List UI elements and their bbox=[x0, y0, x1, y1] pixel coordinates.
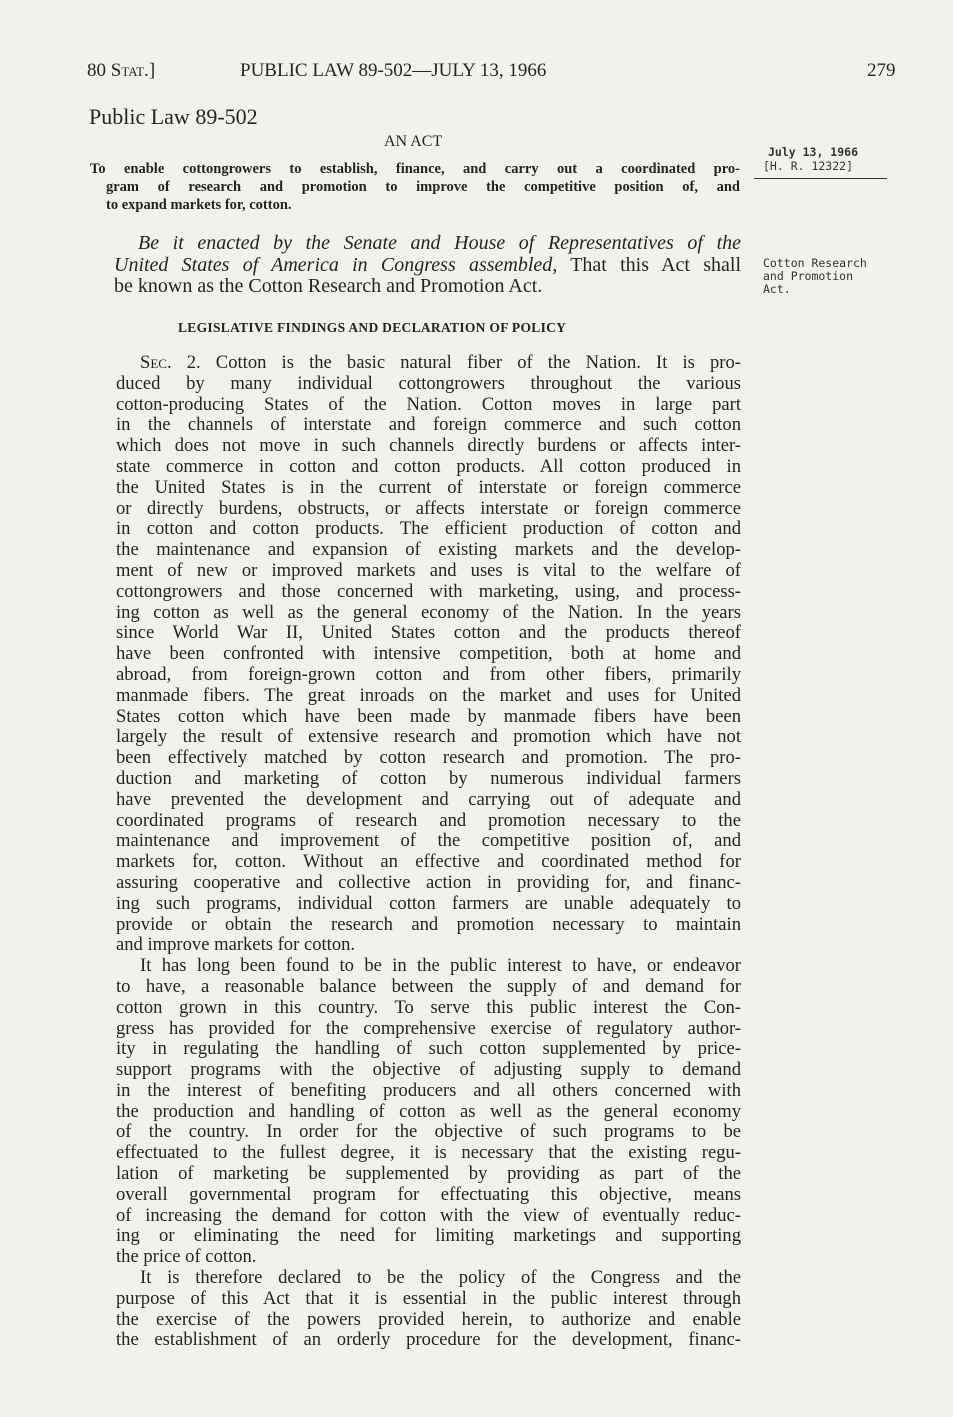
paragraph-line: duced by many individual cottongrowers throughout the various bbox=[116, 372, 741, 394]
page-number: 279 bbox=[867, 60, 896, 81]
margin-date: July 13, 1966 bbox=[768, 145, 859, 159]
paragraph-line: been effectively matched by cotton research and promotion. The pro- bbox=[116, 747, 741, 769]
paragraph-line: purpose of this Act that it is essential in the public interest through bbox=[116, 1287, 741, 1309]
section-body bbox=[116, 353, 741, 1351]
paragraph-line: lation of marketing be supplemented by providing as part of the bbox=[116, 1163, 741, 1185]
paragraph-line: provide or obtain the research and promotion necessary to maintain bbox=[116, 913, 741, 935]
paragraph-line: cottongrowers and those concerned with marketing, using, and process- bbox=[116, 580, 741, 602]
enact-text: , That this Act shall bbox=[552, 253, 742, 276]
enact-italic: Be it enacted by the Senate and House of Representatives of the bbox=[138, 232, 741, 254]
paragraph-line: and improve markets for cotton. bbox=[116, 934, 356, 956]
paragraph-line: ity in regulating the handling of such cotton supplemented by price- bbox=[116, 1038, 741, 1060]
enact-line bbox=[114, 233, 741, 255]
paragraph-line: support programs with the objective of adjusting supply to demand bbox=[116, 1059, 741, 1081]
paragraph-line: duction and marketing of cotton by numerous individual farmers bbox=[116, 767, 741, 789]
purpose-clause bbox=[90, 160, 740, 214]
enact-line bbox=[114, 255, 741, 277]
paragraph-line: maintenance and improvement of the competitive position of, and bbox=[116, 830, 741, 852]
paragraph-line: cotton-producing States of the Nation. Cotton moves in large part bbox=[116, 393, 741, 415]
paragraph-line: the establishment of an orderly procedure for the development, financ- bbox=[116, 1329, 741, 1351]
paragraph-line: which does not move in such channels directly burdens or affects inter- bbox=[116, 435, 741, 457]
enact-italic: United States of America in Congress assembled bbox=[114, 253, 553, 276]
paragraph-line: coordinated programs of research and promotion necessary to the bbox=[116, 809, 741, 831]
paragraph-line: to have, a reasonable balance between the supply of and demand for bbox=[116, 975, 741, 997]
paragraph-line: overall governmental program for effectuating this objective, means bbox=[116, 1183, 741, 1205]
paragraph-line: of increasing the demand for cotton with the view of eventually reduc- bbox=[116, 1204, 741, 1226]
margin-rule bbox=[754, 178, 887, 179]
law-title: Public Law 89-502 bbox=[89, 104, 258, 129]
paragraph-line: have prevented the development and carrying out of adequate and bbox=[116, 788, 741, 810]
paragraph-first-line: Sec. 2. Cotton is the basic natural fiber of the Nation. It is pro- bbox=[140, 352, 741, 373]
paragraph-line: abroad, from foreign-grown cotton and from other fibers, primarily bbox=[116, 663, 741, 685]
paragraph-line: in the interest of benefiting producers and all others concerned with bbox=[116, 1079, 741, 1101]
paragraph-first-line: It is therefore declared to be the policy of the Congress and the bbox=[140, 1267, 741, 1289]
paragraph-first-line: It has long been found to be in the public interest to have, or endeavor bbox=[140, 955, 741, 977]
paragraph-line: ing or eliminating the need for limiting marketings and supporting bbox=[116, 1225, 741, 1247]
margin-note-line: and Promotion bbox=[763, 269, 854, 283]
paragraph-line: assuring cooperative and collective action in providing for, and financ- bbox=[116, 871, 741, 893]
margin-note-line: Act. bbox=[763, 282, 791, 296]
paragraph-line: gress has provided for the comprehensive exercise of regulatory author- bbox=[116, 1017, 741, 1039]
paragraph-line: ing such programs, individual cotton farmers are unable adequately to bbox=[116, 892, 741, 914]
section-heading: LEGISLATIVE FINDINGS AND DECLARATION OF POLICY bbox=[178, 320, 567, 335]
paragraph-line: cotton grown in this country. To serve this public interest the Con- bbox=[116, 996, 741, 1018]
stat-label: Stat. bbox=[110, 60, 149, 81]
paragraph-line: largely the result of extensive research and promotion which have not bbox=[116, 726, 741, 748]
paragraph-line: States cotton which have been made by manmade fibers have been bbox=[116, 705, 741, 727]
paragraph-line: manmade fibers. The great inroads on the market and uses for United bbox=[116, 684, 741, 706]
purpose-line: To enable cottongrowers to establish, finance, and carry out a coordinated pro- bbox=[90, 161, 740, 177]
paragraph-line: the United States is in the current of interstate or foreign commerce bbox=[116, 476, 741, 498]
bracket: ] bbox=[148, 60, 156, 81]
volume-number: 80 bbox=[87, 60, 106, 81]
paragraph-line: the production and handling of cotton as well as the general economy bbox=[116, 1100, 741, 1122]
paragraph-line: or directly burdens, obstructs, or affects interstate or foreign commerce bbox=[116, 497, 741, 519]
paragraph-line: ing cotton as well as the general economy of the Nation. In the years bbox=[116, 601, 741, 623]
stat-reference bbox=[87, 60, 155, 82]
section-label: Sec. bbox=[140, 352, 172, 373]
paragraph-line: the exercise of the powers provided herein, to authorize and enable bbox=[116, 1308, 741, 1330]
paragraph-line: state commerce in cotton and cotton products. All cotton produced in bbox=[116, 455, 741, 477]
paragraph-line: ment of new or improved markets and uses is vital to the welfare of bbox=[116, 559, 741, 581]
paragraph-line: the price of cotton. bbox=[116, 1246, 257, 1268]
margin-note-short-title bbox=[763, 257, 867, 296]
paragraph-line: have been confronted with intensive competition, both at home and bbox=[116, 643, 741, 665]
paragraph-line: markets for, cotton. Without an effective and coordinated method for bbox=[116, 851, 741, 873]
paragraph-line: the maintenance and expansion of existing markets and the develop- bbox=[116, 539, 741, 561]
margin-note-line: Cotton Research bbox=[763, 256, 867, 270]
paragraph-line: effectuated to the fullest degree, it is necessary that the existing regu- bbox=[116, 1142, 741, 1164]
act-label: AN ACT bbox=[384, 133, 443, 150]
running-title: PUBLIC LAW 89-502—JULY 13, 1966 bbox=[240, 60, 547, 81]
paragraph-line: in cotton and cotton products. The efficient production of cotton and bbox=[116, 518, 741, 540]
purpose-line: to expand markets for, cotton. bbox=[106, 197, 292, 213]
paragraph-line: since World War II, United States cotton and the products thereof bbox=[116, 622, 741, 644]
paragraph-line: in the channels of interstate and foreign commerce and such cotton bbox=[116, 414, 741, 436]
enacting-clause bbox=[114, 233, 741, 298]
purpose-line: gram of research and promotion to improve the competitive position of, and bbox=[106, 179, 740, 195]
paragraph-line: of the country. In order for the objective of such programs to be bbox=[116, 1121, 741, 1143]
enact-line: be known as the Cotton Research and Promotion Act. bbox=[114, 275, 543, 297]
margin-bill-number: [H. R. 12322] bbox=[763, 159, 854, 173]
